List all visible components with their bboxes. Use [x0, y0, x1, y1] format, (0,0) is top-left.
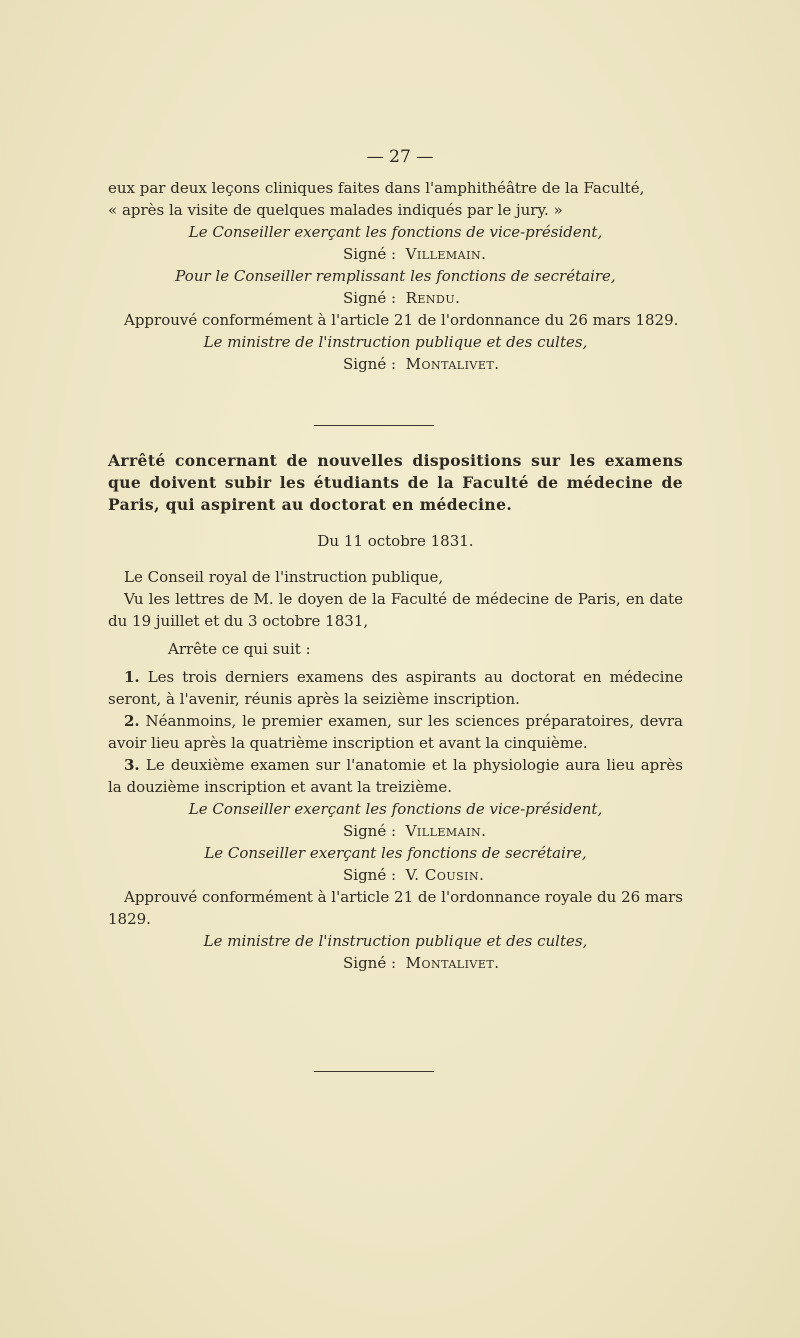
article-2	[108, 710, 683, 754]
preamble-line: Le Conseil royal de l'instruction publique,	[124, 568, 444, 586]
signature-line	[108, 864, 683, 886]
signatory-role: Le Conseiller exerçant les fonctions de vice-président,	[188, 223, 603, 241]
signature-line	[108, 820, 683, 842]
signatory-role: Le Conseiller exerçant les fonctions de secrétaire,	[204, 844, 587, 862]
signatory-role: Pour le Conseiller remplissant les fonctions de secrétaire,	[175, 267, 616, 285]
arrete-line: Arrête ce qui suit :	[168, 640, 311, 658]
signed-label: Signé :	[343, 245, 397, 263]
article-number: 2.	[124, 712, 140, 730]
decree-title: Arrêté concernant de nouvelles dispositions sur les examens que doivent subir les étudiants de la Faculté de médecine de Paris, qui aspirent au doctorat en médecine.	[108, 451, 683, 514]
closing-block-previous	[108, 177, 683, 375]
article-1	[108, 666, 683, 710]
article-text: Néanmoins, le premier examen, sur les sciences préparatoires, devra avoir lieu après la quatrième inscription et avant la cinquième.	[108, 712, 683, 752]
approval-line: Approuvé conformément à l'article 21 de l'ordonnance royale du 26 mars 1829.	[108, 888, 683, 928]
decree-section	[108, 450, 683, 974]
signed-label: Signé :	[343, 289, 397, 307]
article-number: 1.	[124, 668, 140, 686]
signer-name: Montalivet.	[405, 355, 500, 373]
signature-line	[108, 287, 683, 309]
signed-label: Signé :	[343, 866, 397, 884]
signatory-role: Le ministre de l'instruction publique et des cultes,	[203, 932, 588, 950]
signed-label: Signé :	[343, 954, 397, 972]
section-divider	[314, 425, 434, 426]
signer-name: Montalivet.	[405, 954, 500, 972]
signer-name: Rendu.	[405, 289, 461, 307]
approval-line: Approuvé conformément à l'article 21 de l'ordonnance du 26 mars 1829.	[124, 311, 679, 329]
signer-name: Villemain.	[405, 245, 487, 263]
article-text: Le deuxième examen sur l'anatomie et la physiologie aura lieu après la douzième inscription et avant la treizième.	[108, 756, 683, 796]
signed-label: Signé :	[343, 822, 397, 840]
decree-date: Du 11 octobre 1831.	[317, 532, 474, 550]
page-number: — 27 —	[366, 147, 434, 167]
preamble-line: Vu les lettres de M. le doyen de la Faculté de médecine de Paris, en date du 19 juillet et du 3 octobre 1831,	[108, 590, 683, 630]
body-line: eux par deux leçons cliniques faites dans l'amphithéâtre de la Faculté,	[108, 179, 645, 197]
body-line: « après la visite de quelques malades indiqués par le jury. »	[108, 201, 563, 219]
signatory-role: Le ministre de l'instruction publique et des cultes,	[203, 333, 588, 351]
article-3	[108, 754, 683, 798]
signer-name: V. Cousin.	[405, 866, 485, 884]
signatory-role: Le Conseiller exerçant les fonctions de vice-président,	[188, 800, 603, 818]
signed-label: Signé :	[343, 355, 397, 373]
signature-line	[108, 243, 683, 265]
article-number: 3.	[124, 756, 140, 774]
article-text: Les trois derniers examens des aspirants au doctorat en médecine seront, à l'avenir, réunis après la seizième inscription.	[108, 668, 683, 708]
signer-name: Villemain.	[405, 822, 487, 840]
signature-line	[108, 353, 683, 375]
signature-line	[108, 952, 683, 974]
section-divider	[314, 1071, 434, 1072]
